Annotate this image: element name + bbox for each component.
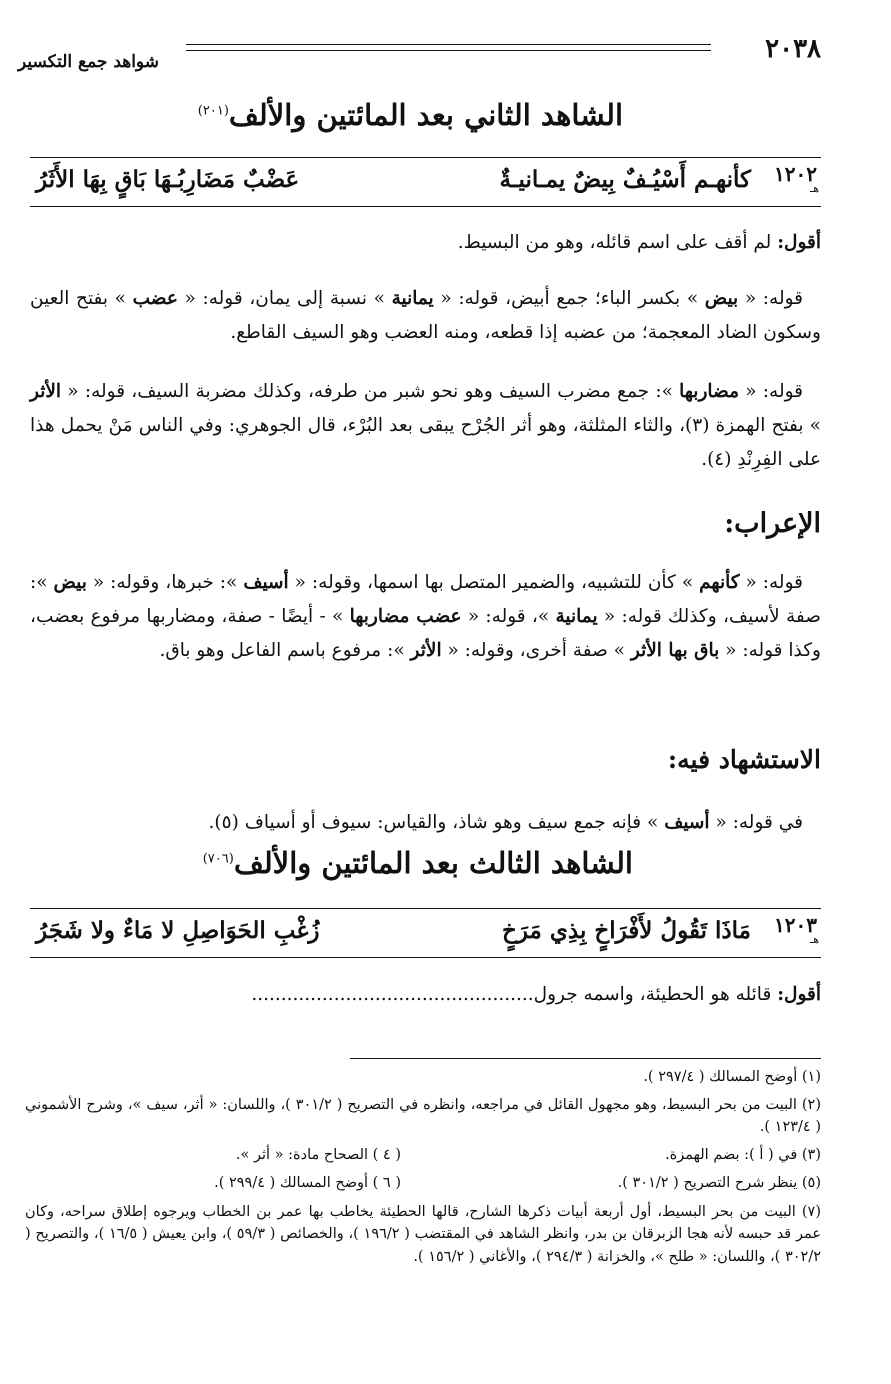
paragraph-vocabulary-1: قوله: « بيض » بكسر الباء؛ جمع أبيض، قوله: « يمانية » نسبة إلى يمان، قوله: « عضب » بفتح العين وسكون الضاد المعجمة؛ من عضبه إذا قطعه، ومنه العضب وهو السيف القاطع. (30, 288, 821, 344)
heading-istishhad: الاستشهاد فيه: (667, 745, 821, 774)
footnote-6: ( ٦ ) أوضح المسالك ( ٢٩٩/٤ ). (214, 1175, 401, 1191)
footnote-4: ( ٤ ) الصحاح مادة: « أثر ». (235, 1147, 401, 1163)
verse-box-2 (30, 908, 821, 958)
title-footnote-ref: (٢٠١) (197, 103, 229, 119)
verse-box (30, 157, 821, 207)
footnote-separator (350, 1058, 821, 1059)
footnote-1: (١) أوضح المسالك ( ٢٩٧/٤ ). (643, 1069, 821, 1085)
witness-title: الشاهد الثاني بعد المائتين والألف$^{(٢٠١)}$ (197, 98, 623, 132)
paragraph-vocabulary-2: قوله: « مضاربها »: جمع مضرب السيف وهو نحو شبر من طرفه، وكذلك مضربة السيف، قوله: « الأثر » بفتح الهمزة (٣)، والثاء المثلثة، وهو أثر الجُرْح يبقى بعد البُرْء، قال الجوهري: وفي الناس مَنْ يحمل هذا على الفِرِنْدِ (٤). (30, 381, 821, 471)
footnote-7: (٧) البيت من بحر البسيط، أول أربعة أبيات ذكرها الشارح، قالها الحطيئة يخاطب بها عمر بن الخطاب ويرجوه إطلاق سراحه، وكان عمر قد حبسه لأنه هجا الزبرقان بن بدر، وانظر الشاهد في المقتضب ( ١٩٦/٢ )، والخصائص ( ٥٩/٣ )، وابن يعيش ( ١٦/٥ )، والتصريح ( ٣٠٢/٢ )، واللسان: « طلح »، والخزانة ( ٢٩٤/٣ )، والأغاني ( ١٥٦/٢ ). (25, 1204, 821, 1265)
verse-number: ١٢٠٢ (774, 162, 817, 186)
witness-title-2: الشاهد الثالث بعد المائتين والألف$^{(٧٠٦)}$ (202, 846, 633, 880)
header-rule-bottom (186, 50, 711, 51)
paragraph-istishhad: في قوله: « أسيف » فإنه جمع سيف وهو شاذ، والقياس: سيوف أو أسياف (٥). (208, 812, 803, 833)
footnote-5: (٥) ينظر شرح التصريح ( ٣٠١/٢ ). (617, 1175, 821, 1191)
verse-number-2: ١٢٠٣ (774, 913, 817, 937)
verse2-hemistich-first: مَاذَا تَقُولُ لأَفْرَاخٍ بِذِي مَرَخٍ (502, 917, 751, 944)
verse2-hemistich-second: زُغْبِ الحَوَاصِلِ لا مَاءٌ ولا شَجَرُ (36, 917, 320, 944)
footnote-3: (٣) في ( أ ): بضم الهمزة. (664, 1147, 821, 1163)
paragraph-irab: قوله: « كأنهم » كأن للتشبيه، والضمير المتصل بها اسمها، وقوله: « أسيف »: خبرها، وقوله: « بيض »: صفة لأسيف، وكذلك قوله: « يمانية »، قوله: « عضب مضاربها » - أيضًا - صفة، ومضاربها مرفوع بعضب، وكذا قوله: « باق بها الأثر » صفة أخرى، وقوله: « الأثر »: مرفوع باسم الفاعل وهو باق. (30, 572, 821, 662)
running-header (0, 30, 891, 80)
verse-mark-2: هـ (809, 933, 819, 946)
verse-hemistich-second: عَضْبٌ مَضَارِبُـهَا بَاقٍ بِهَا الأَثَرُ (36, 166, 300, 193)
page-number: ٢٠٣٨ (765, 34, 821, 64)
paragraph-author: أقول: لم أقف على اسم قائله، وهو من البسيط. (457, 232, 821, 253)
footnote-2: (٢) البيت من بحر البسيط، وهو مجهول القائل في مراجعه، وانظره في التصريح ( ٣٠١/٢ )، واللسان: « أثر، سيف »، وشرح الأشموني ( ١٢٣/٤ ). (25, 1097, 821, 1136)
paragraph-author-2: أقول: قائله هو الحطيئة، واسمه جرول................................................ (251, 984, 821, 1005)
title-footnote-ref-2: (٧٠٦) (202, 851, 234, 867)
heading-irab: الإعراب: (724, 508, 821, 539)
verse-hemistich-first: كأنهـم أَسْيُـفٌ بِيضٌ يمـانيـةٌ (499, 166, 751, 193)
verse-mark: هـ (809, 182, 819, 195)
header-rule-top (186, 44, 711, 45)
running-title: شواهد جمع التكسير (18, 52, 159, 72)
